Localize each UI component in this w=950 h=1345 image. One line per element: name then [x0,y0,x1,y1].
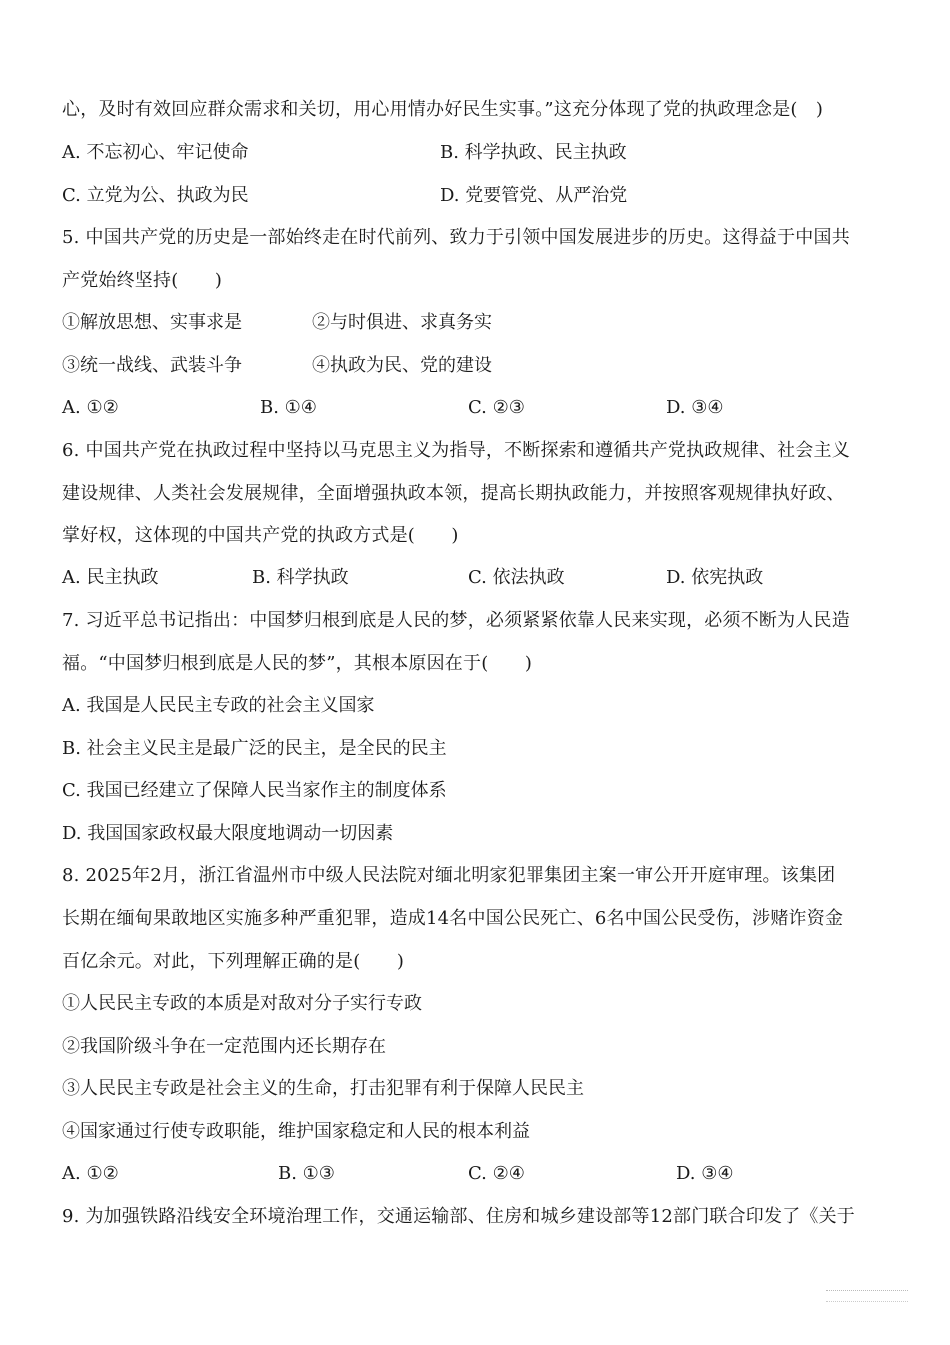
page-corner-mark [826,1290,908,1302]
q8-stem-line1: 8. 2025年2月，浙江省温州市中级人民法院对缅北明家犯罪集团主案一审公开开庭审理。该集团 [62,865,836,886]
q5-option-d: D. ③④ [666,397,724,418]
q8-stem-line2: 长期在缅甸果敢地区实施多种严重犯罪，造成14名中国公民死亡、6名中国公民受伤，涉赌诈资金 [62,908,844,929]
q8-statement-1: ①人民民主专政的本质是对敌对分子实行专政 [62,993,422,1014]
q7-stem-line2: 福。“中国梦归根到底是人民的梦”，其根本原因在于( ) [62,653,533,674]
q8-statement-2: ②我国阶级斗争在一定范围内还长期存在 [62,1036,386,1057]
q5-stem-line2: 产党始终坚持( ) [62,270,223,291]
q7-option-c: C. 我国已经建立了保障人民当家作主的制度体系 [62,780,447,801]
q7-option-d: D. 我国国家政权最大限度地调动一切因素 [62,823,394,844]
q4-option-c: C. 立党为公、执政为民 [62,185,249,206]
q6-stem-line2: 建设规律、人类社会发展规律，全面增强执政本领，提高长期执政能力，并按照客观规律执好政、 [62,483,845,504]
q4-option-d: D. 党要管党、从严治党 [440,185,628,206]
q6-stem-line3: 掌好权，这体现的中国共产党的执政方式是( ) [62,525,459,546]
q5-statement-4: ④执政为民、党的建设 [312,355,492,376]
q8-option-c: C. ②④ [468,1163,525,1184]
q5-option-a: A. ①② [62,397,119,418]
q5-statement-1: ①解放思想、实事求是 [62,312,242,333]
q9-stem-line1: 9. 为加强铁路沿线安全环境治理工作，交通运输部、住房和城乡建设部等12部门联合印发了《关于 [62,1206,855,1227]
q4-option-a: A. 不忘初心、牢记使命 [62,142,249,163]
q8-option-b: B. ①③ [278,1163,335,1184]
q8-statement-4: ④国家通过行使专政职能，维护国家稳定和人民的根本利益 [62,1121,530,1142]
q5-statement-2: ②与时俱进、求真务实 [312,312,492,333]
q7-option-a: A. 我国是人民民主专政的社会主义国家 [62,695,375,716]
q8-statement-3: ③人民民主专政是社会主义的生命，打击犯罪有利于保障人民民主 [62,1078,584,1099]
q8-stem-line3: 百亿余元。对此，下列理解正确的是( ) [62,951,405,972]
q5-option-b: B. ①④ [260,397,317,418]
q5-stem-line1: 5. 中国共产党的历史是一部始终走在时代前列、致力于引领中国发展进步的历史。这得益于中国共 [62,227,850,248]
q6-option-c: C. 依法执政 [468,567,565,588]
q8-option-d: D. ③④ [676,1163,734,1184]
q5-statement-3: ③统一战线、武装斗争 [62,355,242,376]
q4-option-b: B. 科学执政、民主执政 [440,142,627,163]
q4-stem: 心，及时有效回应群众需求和关切，用心用情办好民生实事。”这充分体现了党的执政理念是( ) [62,99,824,120]
q7-stem-line1: 7. 习近平总书记指出：中国梦归根到底是人民的梦，必须紧紧依靠人民来实现，必须不断为人民造 [62,610,850,631]
q5-option-c: C. ②③ [468,397,525,418]
q7-option-b: B. 社会主义民主是最广泛的民主，是全民的民主 [62,738,447,759]
q6-option-a: A. 民主执政 [62,567,159,588]
q6-stem-line1: 6. 中国共产党在执政过程中坚持以马克思主义为指导，不断探索和遵循共产党执政规律、社会主义 [62,440,850,461]
q6-option-b: B. 科学执政 [252,567,349,588]
q8-option-a: A. ①② [62,1163,119,1184]
q6-option-d: D. 依宪执政 [666,567,764,588]
